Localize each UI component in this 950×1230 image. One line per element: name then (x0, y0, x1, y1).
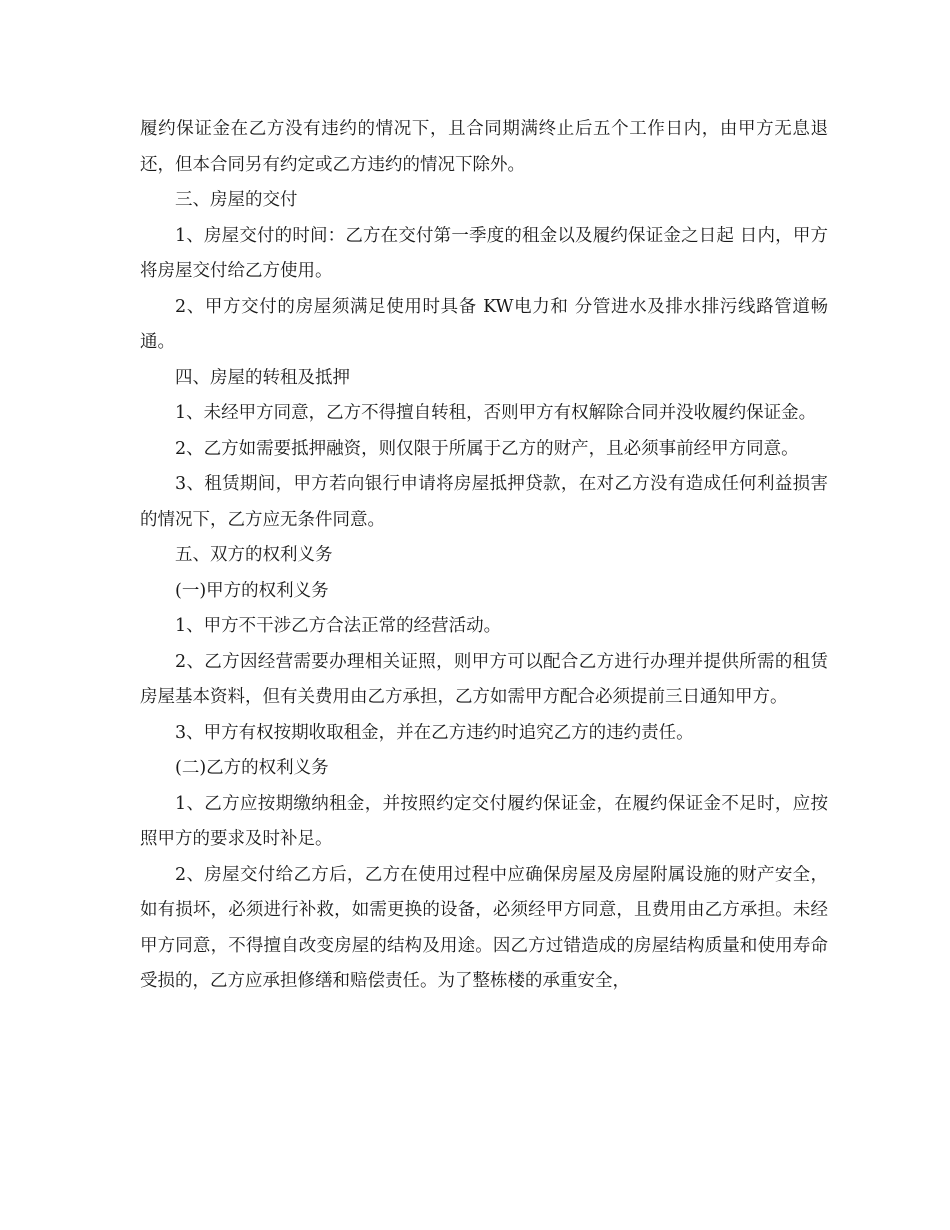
subheading-party-a: (一)甲方的权利义务 (175, 580, 329, 601)
section-heading-rights-obligations: 五、双方的权利义务 (175, 545, 333, 565)
paragraph-party-a-rent-collection: 3、甲方有权按期收取租金，并在乙方违约时追究乙方的违约责任。 (175, 722, 694, 743)
paragraph-mortgage-financing: 2、乙方如需要抵押融资，则仅限于所属于乙方的财产，且必须事前经甲方同意。 (175, 438, 799, 459)
section-heading-handover: 三、房屋的交付 (175, 190, 298, 210)
paragraph-party-b-rent-payment: 1、乙方应按期缴纳租金，并按照约定交付履约保证金，在履约保证金不足时，应按照甲方的要求及时补足。 (140, 793, 828, 849)
paragraph-deposit-refund: 履约保证金在乙方没有违约的情况下，且合同期满终止后五个工作日内，由甲方无息退还，但本合同另有约定或乙方违约的情况下除外。 (140, 119, 828, 175)
document-body (140, 112, 828, 1000)
paragraph-bank-mortgage: 3、租赁期间，甲方若向银行申请将房屋抵押贷款，在对乙方没有造成任何利益损害的情况下，乙方应无条件同意。 (140, 474, 828, 530)
paragraph-handover-conditions: 2、甲方交付的房屋须满足使用时具备 KW电力和 分管进水及排水排污线路管道畅通。 (140, 296, 828, 352)
paragraph-no-sublease: 1、未经甲方同意，乙方不得擅自转租，否则甲方有权解除合同并没收履约保证金。 (175, 403, 817, 423)
paragraph-party-b-property-safety: 2、房屋交付给乙方后，乙方在使用过程中应确保房屋及房屋附属设施的财产安全，如有损坏，必须进行补救，如需更换的设备，必须经甲方同意，且费用由乙方承担。未经甲方同意，不得擅自改变房屋的结构及用途。因乙方过错造成的房屋结构质量和使用寿命受损的，乙方应承担修缮和赔偿责任。为了整栋楼的承重安全， (140, 864, 828, 991)
subheading-party-b: (二)乙方的权利义务 (175, 758, 329, 778)
paragraph-party-a-non-interference: 1、甲方不干涉乙方合法正常的经营活动。 (175, 616, 502, 636)
paragraph-handover-time: 1、房屋交付的时间：乙方在交付第一季度的租金以及履约保证金之日起 日内，甲方将房屋交付给乙方使用。 (140, 225, 828, 281)
section-heading-sublease-mortgage: 四、房屋的转租及抵押 (175, 367, 350, 388)
paragraph-party-a-licenses: 2、乙方因经营需要办理相关证照，则甲方可以配合乙方进行办理并提供所需的租赁房屋基本资料，但有关费用由乙方承担，乙方如需甲方配合必须提前三日通知甲方。 (140, 651, 828, 707)
